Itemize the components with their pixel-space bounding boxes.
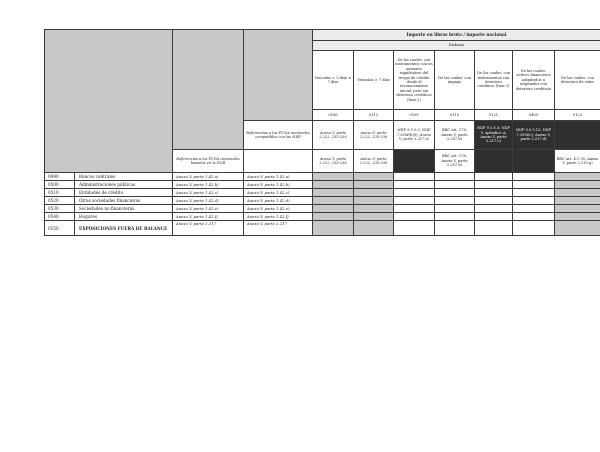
- ifrs-ref: Anexo V, parte 2.222, 235-236: [354, 121, 394, 150]
- blank-ref-cell: [244, 150, 313, 173]
- row-code: 0530: [45, 205, 75, 213]
- value-cell[interactable]: [555, 205, 600, 213]
- value-cell[interactable]: [435, 221, 475, 236]
- value-cell[interactable]: [513, 213, 555, 221]
- value-cell[interactable]: [435, 181, 475, 189]
- row-ref: Anexo V, parte 1.42.c): [244, 189, 313, 197]
- bad-ref: Anexo V, parte 2.222, 235-236: [354, 150, 394, 173]
- header-banner: Importe en libros bruto / importe nocional: [313, 30, 600, 41]
- value-cell[interactable]: [354, 221, 394, 236]
- row-ref: Anexo V, parte 1.42.b): [244, 181, 313, 189]
- value-cell[interactable]: [513, 189, 555, 197]
- table-row: [45, 181, 600, 189]
- ifrs-ref: NIIF 9.5.5.13; NIIF 7.35M(c); Anexo V, parte 2.217.d): [513, 121, 555, 150]
- ifrs-ref: RRC art. 178; Anexo V, parte 2.257.b): [435, 121, 475, 150]
- ref-ifrs-label: Referencias a los PCGA nacionales compatibles con las NIIF: [244, 121, 313, 150]
- blank-header-cell: [244, 30, 313, 121]
- row-ref: Anexo V, parte 1.42.e): [173, 205, 244, 213]
- table-row: [45, 173, 600, 181]
- value-cell[interactable]: [555, 189, 600, 197]
- bad-ref: RRC art. 178; Anexo V, parte 2.257.b): [435, 150, 475, 173]
- value-cell[interactable]: [354, 173, 394, 181]
- value-cell[interactable]: [354, 205, 394, 213]
- row-label: Otras sociedades financieras: [75, 197, 173, 205]
- column-title: Vencidas > 7 días: [354, 51, 394, 110]
- row-code: 0520: [45, 197, 75, 205]
- value-cell[interactable]: [555, 221, 600, 236]
- column-code: 0110: [435, 110, 475, 121]
- row-ref: Anexo V, parte 1.42.f): [244, 213, 313, 221]
- value-cell[interactable]: [435, 189, 475, 197]
- row-label: Hogares: [75, 213, 173, 221]
- row-code: 0510: [45, 189, 75, 197]
- column-title: De los cuales: con instrumentos con deterioro crediticio (fase 3): [475, 51, 513, 110]
- value-cell[interactable]: [354, 189, 394, 197]
- value-cell[interactable]: [313, 213, 354, 221]
- value-cell[interactable]: [513, 205, 555, 213]
- row-code: 0550: [45, 221, 75, 236]
- row-ref: Anexo V, parte 1.42.c): [173, 189, 244, 197]
- value-cell[interactable]: [475, 181, 513, 189]
- value-cell[interactable]: [354, 213, 394, 221]
- table-row: [45, 221, 600, 236]
- value-cell[interactable]: [435, 205, 475, 213]
- value-cell[interactable]: [313, 221, 354, 236]
- value-cell[interactable]: [513, 221, 555, 236]
- corner-cell: [45, 30, 173, 173]
- column-title: De las cuales: activos financieros adquiridos u originados con deterioro crediticio: [513, 51, 555, 110]
- row-label: EXPOSICIONES FUERA DE BALANCE: [75, 221, 173, 236]
- value-cell[interactable]: [555, 197, 600, 205]
- value-cell[interactable]: [394, 205, 435, 213]
- value-cell[interactable]: [475, 221, 513, 236]
- row-ref: Anexo V, parte 1.42.f): [173, 213, 244, 221]
- value-cell[interactable]: [475, 213, 513, 221]
- value-cell[interactable]: [394, 173, 435, 181]
- value-cell[interactable]: [475, 197, 513, 205]
- row-label: Entidades de crédito: [75, 189, 173, 197]
- row-ref: Anexo V, parte 1.42.a): [173, 173, 244, 181]
- bad-ref: [394, 150, 435, 173]
- value-cell[interactable]: [513, 181, 555, 189]
- value-cell[interactable]: [313, 173, 354, 181]
- value-cell[interactable]: [394, 221, 435, 236]
- header-subbanner: Dudosas: [313, 41, 600, 51]
- row-label: Bancos centrales: [75, 173, 173, 181]
- ifrs-ref: NIIF 9.5.5.3; NIIF 7.35M(b)(i); Anexo V, parte 2.217.a): [394, 121, 435, 150]
- value-cell[interactable]: [435, 197, 475, 205]
- value-cell[interactable]: [555, 181, 600, 189]
- value-cell[interactable]: [435, 173, 475, 181]
- row-ref: Anexo V, parte 1.42.d): [244, 197, 313, 205]
- value-cell[interactable]: [313, 205, 354, 213]
- value-cell[interactable]: [475, 189, 513, 197]
- table-row: [45, 213, 600, 221]
- row-code: 0500: [45, 181, 75, 189]
- table-row: [45, 205, 600, 213]
- value-cell[interactable]: [394, 189, 435, 197]
- value-cell[interactable]: [394, 197, 435, 205]
- value-cell[interactable]: [513, 173, 555, 181]
- row-ref: Anexo V, parte 1.42.d): [173, 197, 244, 205]
- column-title: De las cuales: con deterioro de valor: [555, 51, 600, 110]
- row-code: 0490: [45, 173, 75, 181]
- ifrs-ref: [555, 121, 600, 150]
- row-ref: Anexo V, parte 1.42.a): [244, 173, 313, 181]
- bad-ref: [513, 150, 555, 173]
- column-code: 0109: [394, 110, 435, 121]
- column-code: 0106: [313, 110, 354, 121]
- row-ref: Anexo V, parte 2.217: [244, 221, 313, 236]
- bad-ref: RRC art. 4.1.95; Anexo V, parte 2.215.g): [555, 150, 600, 173]
- row-ref: Anexo V, parte 1.42.b): [173, 181, 244, 189]
- bad-ref: Anexo V, parte 2.222, 235-236: [313, 150, 354, 173]
- column-code: 0400: [513, 110, 555, 121]
- column-code: 0122: [555, 110, 600, 121]
- ref-bad-label: Referencias a los PCGA nacionales basados en la DCB: [173, 150, 244, 173]
- row-label: Sociedades no financieras: [75, 205, 173, 213]
- blank-header-cell: [173, 30, 244, 150]
- value-cell[interactable]: [313, 189, 354, 197]
- bad-ref: [475, 150, 513, 173]
- forbearance-table: [44, 29, 600, 236]
- value-cell[interactable]: [555, 173, 600, 181]
- value-cell[interactable]: [513, 197, 555, 205]
- row-ref: Anexo V, parte 2.217: [173, 221, 244, 236]
- value-cell[interactable]: [313, 181, 354, 189]
- value-cell[interactable]: [555, 213, 600, 221]
- column-title: De las cuales: con instrumentos con un aumento significativo del riesgo de crédito desde el reconocimiento inicial, pero sin deterioro crediticio (fase 2): [394, 51, 435, 110]
- value-cell[interactable]: [475, 205, 513, 213]
- value-cell[interactable]: [475, 173, 513, 181]
- value-cell[interactable]: [394, 181, 435, 189]
- value-cell[interactable]: [435, 213, 475, 221]
- column-title: De las cuales: con impago: [435, 51, 475, 110]
- ifrs-ref: Anexo V, parte 2.222, 235-236: [313, 121, 354, 150]
- value-cell[interactable]: [354, 181, 394, 189]
- value-cell[interactable]: [354, 197, 394, 205]
- column-title: Vencidas > 3 días ≤ 7 días: [313, 51, 354, 110]
- table-row: [45, 189, 600, 197]
- row-code: 0540: [45, 213, 75, 221]
- value-cell[interactable]: [394, 213, 435, 221]
- value-cell[interactable]: [313, 197, 354, 205]
- table-row: [45, 197, 600, 205]
- row-label: Administraciones públicas: [75, 181, 173, 189]
- row-ref: Anexo V, parte 1.42.e): [244, 205, 313, 213]
- ifrs-ref: NIIF 9.5.5.3; NIIF 9, apéndice A; Anexo V, parte 2.217.c): [475, 121, 513, 150]
- column-code: 0121: [475, 110, 513, 121]
- column-code: 0112: [354, 110, 394, 121]
